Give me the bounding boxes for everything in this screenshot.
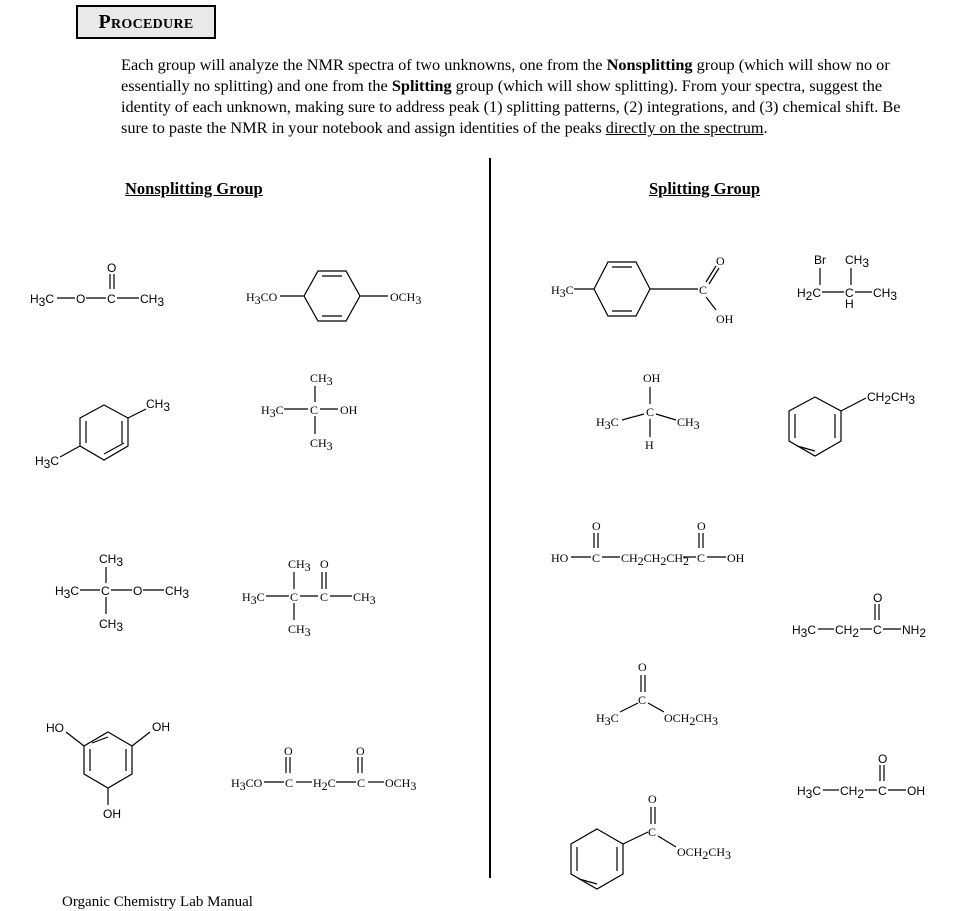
footer-text: Organic Chemistry Lab Manual [62, 894, 253, 910]
svg-text:O: O [107, 261, 117, 275]
svg-text:H3C: H3C [797, 784, 822, 801]
svg-text:C: C [107, 292, 116, 306]
intro-text-2: group (which will show no or essentially no splitting) and one from the [121, 55, 890, 95]
svg-text:H3C: H3C [30, 292, 55, 309]
svg-text:OH: OH [340, 403, 358, 417]
structure-glutaric-acid [551, 519, 745, 568]
svg-text:O: O [873, 591, 883, 605]
structure-ethyl-acetate [596, 660, 718, 728]
structure-p-xylene [35, 397, 170, 471]
svg-text:CH3: CH3 [140, 292, 165, 309]
svg-text:O: O [284, 744, 293, 758]
svg-text:O: O [716, 254, 725, 268]
svg-text:C: C [878, 784, 887, 798]
svg-text:C: C [697, 551, 706, 565]
structure-2-propanol [596, 371, 700, 452]
structure-dimethyl-malonate [231, 744, 416, 793]
svg-text:CH3: CH3 [288, 622, 311, 639]
svg-text:H3C: H3C [261, 403, 284, 420]
svg-text:OCH3: OCH3 [385, 776, 417, 793]
svg-text:O: O [648, 792, 657, 806]
structure-propanoic-acid [797, 752, 925, 801]
intro-text-1: Each group will analyze the NMR spectra of two unknowns, one from the [121, 55, 607, 74]
svg-text:OCH2CH3: OCH2CH3 [664, 711, 719, 728]
svg-text:H3C: H3C [596, 711, 619, 728]
svg-text:H3C: H3C [792, 623, 817, 640]
svg-text:OH: OH [907, 784, 925, 798]
structure-ethylbenzene [789, 390, 915, 456]
svg-text:O: O [320, 557, 329, 571]
svg-text:H3C: H3C [596, 415, 619, 432]
svg-text:OCH2CH3: OCH2CH3 [677, 845, 732, 862]
svg-text:O: O [356, 744, 365, 758]
svg-text:C: C [290, 590, 299, 604]
svg-text:O: O [76, 292, 86, 306]
svg-text:CH3: CH3 [353, 590, 376, 607]
svg-text:C: C [845, 286, 854, 300]
svg-text:H: H [645, 438, 654, 452]
svg-text:OH: OH [152, 720, 170, 734]
svg-text:H3C: H3C [242, 590, 265, 607]
svg-text:C: C [648, 825, 657, 839]
svg-text:OH: OH [103, 807, 121, 821]
procedure-title: Procedure [98, 10, 194, 33]
svg-text:Br: Br [814, 253, 826, 267]
svg-text:OCH3: OCH3 [390, 290, 422, 307]
svg-text:CH3: CH3 [677, 415, 700, 432]
svg-text:C: C [101, 584, 110, 598]
structure-propanamide [792, 591, 926, 640]
svg-text:CH2: CH2 [840, 784, 865, 801]
structure-p-toluic-acid [551, 254, 734, 326]
intro-text-3: group (which will show splitting). From your spectra, suggest the identity of each unknown, making sure to address peak (1) splitting patterns, (2) integrations, and (3) chemical shift. Be sure to paste the NMR in your notebook and assign identities of the peaks [121, 76, 901, 137]
svg-text:NH2: NH2 [902, 623, 927, 640]
svg-text:HO: HO [551, 551, 569, 565]
svg-text:OH: OH [716, 312, 734, 326]
intro-underlined: directly on the spectrum [605, 118, 764, 137]
structure-dimethoxybenzene [246, 271, 421, 321]
svg-text:O: O [638, 660, 647, 674]
structure-mtbe [55, 552, 189, 634]
structure-tert-butanol [261, 371, 358, 453]
svg-text:OH: OH [727, 551, 745, 565]
svg-text:C: C [873, 623, 882, 637]
svg-text:CH3: CH3 [845, 253, 870, 270]
intro-nonsplitting: Nonsplitting [606, 55, 693, 74]
svg-text:O: O [133, 584, 143, 598]
svg-text:H3C: H3C [55, 584, 80, 601]
svg-text:C: C [320, 590, 329, 604]
svg-text:CH3: CH3 [146, 397, 171, 414]
structure-methyl-acetate [30, 261, 164, 309]
structure-ethyl-benzoate [571, 792, 731, 889]
svg-text:CH3: CH3 [165, 584, 190, 601]
svg-text:O: O [592, 519, 601, 533]
svg-text:O: O [697, 519, 706, 533]
svg-text:C: C [285, 776, 294, 790]
svg-text:CH3: CH3 [310, 436, 333, 453]
svg-text:H2C: H2C [797, 286, 822, 303]
svg-text:HO: HO [46, 721, 64, 735]
intro-text-4: . [763, 118, 768, 137]
svg-text:C: C [638, 693, 647, 707]
svg-text:CH3: CH3 [310, 371, 333, 388]
intro-splitting: Splitting [391, 76, 452, 95]
svg-text:CH2CH3: CH2CH3 [867, 390, 916, 407]
splitting-group-heading: Splitting Group [649, 179, 761, 198]
svg-text:CH3: CH3 [99, 552, 124, 569]
svg-text:H3CO: H3CO [246, 290, 278, 307]
svg-text:CH2CH2CH2: CH2CH2CH2 [621, 551, 690, 568]
svg-text:CH3: CH3 [873, 286, 898, 303]
svg-text:C: C [646, 405, 655, 419]
structure-2-bromobutane [797, 253, 897, 311]
svg-text:OH: OH [643, 371, 661, 385]
svg-text:H3CO: H3CO [231, 776, 263, 793]
svg-text:C: C [310, 403, 319, 417]
svg-text:H2C: H2C [313, 776, 336, 793]
svg-text:C: C [699, 283, 708, 297]
svg-text:C: C [592, 551, 601, 565]
svg-text:O: O [878, 752, 888, 766]
svg-text:H: H [845, 297, 854, 311]
svg-text:CH3: CH3 [99, 617, 124, 634]
nonsplitting-group-heading: Nonsplitting Group [125, 179, 263, 198]
svg-text:CH3: CH3 [288, 557, 311, 574]
svg-text:C: C [357, 776, 366, 790]
structure-phloroglucinol [46, 720, 170, 821]
svg-text:H3C: H3C [551, 283, 574, 300]
svg-text:H3C: H3C [35, 454, 60, 471]
svg-text:CH2: CH2 [835, 623, 860, 640]
structure-pinacolone [242, 557, 376, 639]
